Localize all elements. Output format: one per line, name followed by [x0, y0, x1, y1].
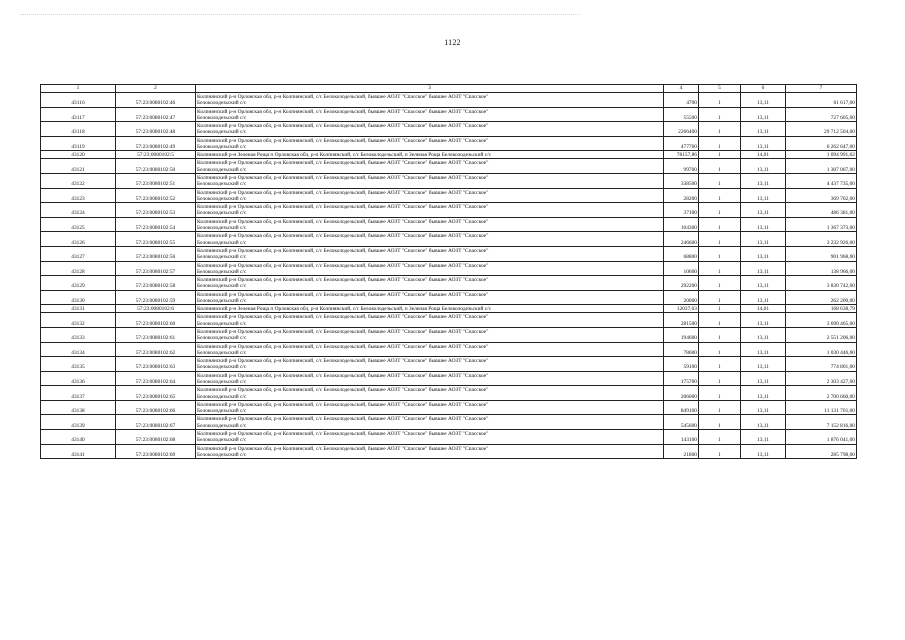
count-value: 1 [699, 430, 741, 445]
address [196, 327, 664, 342]
rate-value: 13,11 [741, 313, 786, 328]
rate-value: 13,11 [741, 290, 786, 305]
area-value: 2266400 [664, 122, 699, 137]
cadastral-number: 57:23:0080102:47 [116, 107, 196, 122]
area-value: 281500 [664, 313, 699, 328]
area-value: 37100 [664, 203, 699, 218]
row-number: 43131 [41, 305, 116, 313]
area-value: 477700 [664, 136, 699, 151]
table-row [41, 313, 857, 328]
area-value: 545600 [664, 415, 699, 430]
address-line-2: Белоколодезьский с/с [197, 283, 247, 290]
address [196, 415, 664, 430]
count-value: 1 [699, 232, 741, 247]
address [196, 136, 664, 151]
cadastral-number: 57:23:0080102:58 [116, 276, 196, 291]
address-line-1: Колпнянский р-н Орловская обл, р-н Колпнянский, с/с Белоколодезьский, бывшее АОЗТ "Спасское" бывшее АОЗТ "Спасское" [197, 314, 489, 321]
area-value: 99700 [664, 159, 699, 174]
area-value: 21800 [664, 444, 699, 459]
count-value: 1 [699, 107, 741, 122]
area-value: 206000 [664, 386, 699, 401]
cadastral-number: 57:23:0080102:63 [116, 357, 196, 372]
address-line-1: Колпнянский р-н Орловская обл, р-н Колпнянский, с/с Белоколодезьский, бывшее АОЗТ "Спасское" бывшее АОЗТ "Спасское" [197, 445, 489, 452]
address-line-2: Белоколодезьский с/с [197, 144, 247, 151]
table-row [41, 327, 857, 342]
address-line-2: Белоколодезьский с/с [197, 166, 247, 173]
address-line-1: Колпнянский р-н Орловская обл, р-н Колпнянский, с/с Белоколодезьский, бывшее АОЗТ "Спасское" бывшее АОЗТ "Спасское" [197, 358, 489, 365]
cadastral-number: 57:23:0080102:56 [116, 246, 196, 261]
column-number-row [41, 85, 857, 93]
table-row [41, 444, 857, 459]
register-table [40, 84, 857, 459]
cadastral-value: 3 690 465,00 [786, 313, 857, 328]
cadastral-number: 57:23:0080102:69 [116, 444, 196, 459]
area-value: 175700 [664, 371, 699, 386]
cadastral-number: 57:23:0080102:51 [116, 173, 196, 188]
area-value: 12037,03 [664, 305, 699, 313]
rate-value: 13,11 [741, 400, 786, 415]
address-line-1: Колпнянский р-н Орловская обл, р-н Колпнянский, с/с Белоколодезьский, бывшее АОЗТ "Спасское" бывшее АОЗТ "Спасское" [197, 262, 489, 269]
count-value: 1 [699, 357, 741, 372]
row-number: 43121 [41, 159, 116, 174]
table-row [41, 93, 857, 108]
cadastral-value: 138 966,00 [786, 261, 857, 276]
area-value: 59100 [664, 357, 699, 372]
rate-value: 14,01 [741, 305, 786, 313]
rate-value: 13,11 [741, 122, 786, 137]
address-line-2: Белоколодезьский с/с [197, 335, 247, 342]
table-row [41, 305, 857, 313]
rate-value: 13,11 [741, 217, 786, 232]
table-row [41, 290, 857, 305]
register-body [41, 93, 857, 459]
area-value: 68800 [664, 246, 699, 261]
address [196, 313, 664, 328]
address-line-2: Белоколодезьский с/с [197, 129, 247, 136]
cadastral-value: 11 131 701,00 [786, 400, 857, 415]
rate-value: 13,11 [741, 159, 786, 174]
address-line-2: Белоколодезьский с/с [197, 268, 247, 275]
address-line-1: Колпнянский р-н Орловская обл, р-н Колпнянский, с/с Белоколодезьский, бывшее АОЗТ "Спасское" бывшее АОЗТ "Спасское" [197, 431, 489, 438]
address-line-1: Колпнянский р-н Орловская обл, р-н Колпнянский, с/с Белоколодезьский, бывшее АОЗТ "Спасское" бывшее АОЗТ "Спасское" [197, 387, 489, 394]
count-value: 1 [699, 203, 741, 218]
area-value: 20000 [664, 290, 699, 305]
cadastral-number: 57:23:0080102:55 [116, 232, 196, 247]
row-number: 43123 [41, 188, 116, 203]
address-line-2: Белоколодезьский с/с [197, 364, 247, 371]
column-header-5: 5 [699, 85, 741, 93]
address [196, 232, 664, 247]
address-line-2: Белоколодезьский с/с [197, 181, 247, 188]
table-row [41, 371, 857, 386]
rate-value: 14,01 [741, 151, 786, 159]
cadastral-number: 57:23:0080102:65 [116, 386, 196, 401]
table-row [41, 232, 857, 247]
row-number: 43120 [41, 151, 116, 159]
row-number: 43137 [41, 386, 116, 401]
rate-value: 13,11 [741, 386, 786, 401]
cadastral-value: 1 094 991,62 [786, 151, 857, 159]
rate-value: 13,11 [741, 430, 786, 445]
row-number: 43132 [41, 313, 116, 328]
cadastral-number: 57:23:0080102:53 [116, 203, 196, 218]
table-row [41, 386, 857, 401]
rate-value: 13,11 [741, 371, 786, 386]
address-line-1: Колпнянский р-н Орловская обл, р-н Колпнянский, с/с Белоколодезьский, бывшее АОЗТ "Спасское" бывшее АОЗТ "Спасское" [197, 108, 489, 115]
table-row [41, 107, 857, 122]
cadastral-value: 1 367 373,00 [786, 217, 857, 232]
column-header-4: 4 [664, 85, 699, 93]
rate-value: 13,11 [741, 93, 786, 108]
count-value: 1 [699, 444, 741, 459]
cadastral-number: 57:23:0080102:59 [116, 290, 196, 305]
area-value: 28200 [664, 188, 699, 203]
cadastral-value: 901 968,00 [786, 246, 857, 261]
table-row [41, 151, 857, 159]
cadastral-value: 6 262 647,00 [786, 136, 857, 151]
cadastral-value: 285 798,00 [786, 444, 857, 459]
address [196, 342, 664, 357]
cadastral-number: 57:23:0080102:57 [116, 261, 196, 276]
address-line-1: Колпнянский р-н Зеленая Роща п Орловская обл, р-н Колпнянский, с/с Белоколодезьский, п Зеленая Роща Белоколодезьский с/с [197, 306, 492, 313]
address [196, 188, 664, 203]
count-value: 1 [699, 159, 741, 174]
count-value: 1 [699, 415, 741, 430]
rate-value: 13,11 [741, 276, 786, 291]
count-value: 1 [699, 122, 741, 137]
address-line-1: Колпнянский р-н Орловская обл, р-н Колпнянский, с/с Белоколодезьский, бывшее АОЗТ "Спасское" бывшее АОЗТ "Спасское" [197, 328, 489, 335]
cadastral-value: 7 152 816,00 [786, 415, 857, 430]
cadastral-value: 4 437 735,00 [786, 173, 857, 188]
row-number: 43140 [41, 430, 116, 445]
row-number: 43126 [41, 232, 116, 247]
address-line-2: Белоколодезьский с/с [197, 408, 247, 415]
rate-value: 13,11 [741, 188, 786, 203]
column-header-6: 6 [741, 85, 786, 93]
row-number: 43122 [41, 173, 116, 188]
cadastral-value: 1 030 446,00 [786, 342, 857, 357]
row-number: 43127 [41, 246, 116, 261]
address [196, 305, 664, 313]
cadastral-number: 57:23:0080102:5 [116, 151, 196, 159]
address-line-2: Белоколодезьский с/с [197, 239, 247, 246]
rate-value: 13,11 [741, 327, 786, 342]
row-number: 43135 [41, 357, 116, 372]
address-line-2: Белоколодезьский с/с [197, 195, 247, 202]
address [196, 173, 664, 188]
rate-value: 13,11 [741, 415, 786, 430]
address-line-2: Белоколодезьский с/с [197, 100, 247, 107]
row-number: 43130 [41, 290, 116, 305]
address-line-1: Колпнянский р-н Орловская обл, р-н Колпнянский, с/с Белоколодезьский, бывшее АОЗТ "Спасское" бывшее АОЗТ "Спасское" [197, 123, 489, 130]
column-header-2: 2 [116, 85, 196, 93]
table-row [41, 188, 857, 203]
area-value: 78157,86 [664, 151, 699, 159]
row-number: 43128 [41, 261, 116, 276]
cadastral-number: 57:23:0080102:68 [116, 430, 196, 445]
cadastral-value: 2 303 427,00 [786, 371, 857, 386]
table-row [41, 246, 857, 261]
address-line-2: Белоколодезьский с/с [197, 393, 247, 400]
count-value: 1 [699, 136, 741, 151]
area-value: 4700 [664, 93, 699, 108]
rate-value: 13,11 [741, 246, 786, 261]
cadastral-value: 774 801,00 [786, 357, 857, 372]
cadastral-number: 57:23:0080102:6 [116, 305, 196, 313]
cadastral-number: 57:23:0080102:66 [116, 400, 196, 415]
table-row [41, 342, 857, 357]
cadastral-value: 1 876 041,00 [786, 430, 857, 445]
address-line-2: Белоколодезьский с/с [197, 349, 247, 356]
table-row [41, 173, 857, 188]
row-number: 43118 [41, 122, 116, 137]
address-line-1: Колпнянский р-н Орловская обл, р-н Колпнянский, с/с Белоколодезьский, бывшее АОЗТ "Спасское" бывшее АОЗТ "Спасское" [197, 277, 489, 284]
row-number: 43116 [41, 93, 116, 108]
cadastral-value: 3 232 926,00 [786, 232, 857, 247]
row-number: 43133 [41, 327, 116, 342]
address-line-1: Колпнянский р-н Орловская обл, р-н Колпнянский, с/с Белоколодезьский, бывшее АОЗТ "Спасское" бывшее АОЗТ "Спасское" [197, 401, 489, 408]
address-line-1: Колпнянский р-н Орловская обл, р-н Колпнянский, с/с Белоколодезьский, бывшее АОЗТ "Спасское" бывшее АОЗТ "Спасское" [197, 160, 489, 167]
table-row [41, 203, 857, 218]
address-line-1: Колпнянский р-н Орловская обл, р-н Колпнянский, с/с Белоколодезьский, бывшее АОЗТ "Спасское" бывшее АОЗТ "Спасское" [197, 189, 489, 196]
address [196, 261, 664, 276]
address [196, 203, 664, 218]
address-line-2: Белоколодезьский с/с [197, 114, 247, 121]
cadastral-number: 57:23:0080102:67 [116, 415, 196, 430]
area-value: 10600 [664, 261, 699, 276]
cadastral-value: 2 700 660,00 [786, 386, 857, 401]
cadastral-number: 57:23:0080102:61 [116, 327, 196, 342]
cadastral-value: 369 702,00 [786, 188, 857, 203]
table-row [41, 276, 857, 291]
address-line-1: Колпнянский р-н Орловская обл, р-н Колпнянский, с/с Белоколодезьский, бывшее АОЗТ "Спасское" бывшее АОЗТ "Спасское" [197, 343, 489, 350]
address [196, 276, 664, 291]
column-header-7: 7 [786, 85, 857, 93]
count-value: 1 [699, 188, 741, 203]
count-value: 1 [699, 386, 741, 401]
address-line-2: Белоколодезьский с/с [197, 437, 247, 444]
address-line-1: Колпнянский р-н Орловская обл, р-н Колпнянский, с/с Белоколодезьский, бывшее АОЗТ "Спасское" бывшее АОЗТ "Спасское" [197, 137, 489, 144]
count-value: 1 [699, 173, 741, 188]
address [196, 246, 664, 261]
cadastral-number: 57:23:0080102:49 [116, 136, 196, 151]
area-value: 849100 [664, 400, 699, 415]
area-value: 104300 [664, 217, 699, 232]
area-value: 194600 [664, 327, 699, 342]
address-line-1: Колпнянский р-н Орловская обл, р-н Колпнянский, с/с Белоколодезьский, бывшее АОЗТ "Спасское" бывшее АОЗТ "Спасское" [197, 291, 489, 298]
cadastral-number: 57:23:0080102:52 [116, 188, 196, 203]
count-value: 1 [699, 371, 741, 386]
cadastral-number: 57:23:0080102:48 [116, 122, 196, 137]
area-value: 338500 [664, 173, 699, 188]
row-number: 43129 [41, 276, 116, 291]
address-line-1: Колпнянский р-н Орловская обл, р-н Колпнянский, с/с Белоколодезьский, бывшее АОЗТ "Спасское" бывшее АОЗТ "Спасское" [197, 94, 489, 100]
cadastral-value: 2 551 206,00 [786, 327, 857, 342]
address-line-1: Колпнянский р-н Орловская обл, р-н Колпнянский, с/с Белоколодезьский, бывшее АОЗТ "Спасское" бывшее АОЗТ "Спасское" [197, 233, 489, 240]
scan-artifact-line [20, 14, 580, 17]
address-line-1: Колпнянский р-н Зеленая Роща п Орловская обл, р-н Колпнянский, с/с Белоколодезьский, п Зеленая Роща Белоколодезьский с/с [197, 152, 492, 159]
address [196, 371, 664, 386]
cadastral-value: 486 381,00 [786, 203, 857, 218]
column-header-1: 1 [41, 85, 116, 93]
address-line-2: Белоколодезьский с/с [197, 254, 247, 261]
address [196, 430, 664, 445]
address [196, 444, 664, 459]
table-row [41, 122, 857, 137]
cadastral-value: 61 617,00 [786, 93, 857, 108]
address [196, 159, 664, 174]
address [196, 386, 664, 401]
area-value: 78600 [664, 342, 699, 357]
address-line-2: Белоколодезьский с/с [197, 451, 247, 458]
rate-value: 13,11 [741, 136, 786, 151]
count-value: 1 [699, 313, 741, 328]
cadastral-value: 1 307 067,00 [786, 159, 857, 174]
rate-value: 13,11 [741, 444, 786, 459]
address [196, 93, 664, 108]
address [196, 107, 664, 122]
cadastral-value: 262 200,00 [786, 290, 857, 305]
count-value: 1 [699, 305, 741, 313]
address-line-1: Колпнянский р-н Орловская обл, р-н Колпнянский, с/с Белоколодезьский, бывшее АОЗТ "Спасское" бывшее АОЗТ "Спасское" [197, 204, 489, 211]
column-header-3: 3 [196, 85, 664, 93]
area-value: 246600 [664, 232, 699, 247]
address [196, 290, 664, 305]
count-value: 1 [699, 261, 741, 276]
address [196, 151, 664, 159]
cadastral-number: 57:23:0080102:62 [116, 342, 196, 357]
address-line-2: Белоколодезьский с/с [197, 210, 247, 217]
address-line-2: Белоколодезьский с/с [197, 422, 247, 429]
address [196, 122, 664, 137]
address-line-2: Белоколодезьский с/с [197, 225, 247, 232]
address-line-1: Колпнянский р-н Орловская обл, р-н Колпнянский, с/с Белоколодезьский, бывшее АОЗТ "Спасское" бывшее АОЗТ "Спасское" [197, 247, 489, 254]
row-number: 43134 [41, 342, 116, 357]
address [196, 357, 664, 372]
count-value: 1 [699, 151, 741, 159]
address-line-2: Белоколодезьский с/с [197, 298, 247, 305]
count-value: 1 [699, 93, 741, 108]
table-row [41, 400, 857, 415]
cadastral-number: 57:23:0080102:46 [116, 93, 196, 108]
address-line-2: Белоколодезьский с/с [197, 320, 247, 327]
row-number: 43125 [41, 217, 116, 232]
rate-value: 13,11 [741, 107, 786, 122]
cadastral-number: 57:23:0080102:64 [116, 371, 196, 386]
row-number: 43141 [41, 444, 116, 459]
count-value: 1 [699, 342, 741, 357]
count-value: 1 [699, 246, 741, 261]
table-row [41, 217, 857, 232]
cadastral-number: 57:23:0080102:50 [116, 159, 196, 174]
table-row [41, 159, 857, 174]
rate-value: 13,11 [741, 232, 786, 247]
area-value: 292200 [664, 276, 699, 291]
table-row [41, 136, 857, 151]
rate-value: 13,11 [741, 342, 786, 357]
count-value: 1 [699, 290, 741, 305]
cadastral-value: 168 638,79 [786, 305, 857, 313]
table-row [41, 415, 857, 430]
table-row [41, 357, 857, 372]
row-number: 43119 [41, 136, 116, 151]
row-number: 43139 [41, 415, 116, 430]
count-value: 1 [699, 400, 741, 415]
rate-value: 13,11 [741, 261, 786, 276]
rate-value: 13,11 [741, 203, 786, 218]
rate-value: 13,11 [741, 357, 786, 372]
row-number: 43124 [41, 203, 116, 218]
count-value: 1 [699, 276, 741, 291]
area-value: 55500 [664, 107, 699, 122]
address-line-1: Колпнянский р-н Орловская обл, р-н Колпнянский, с/с Белоколодезьский, бывшее АОЗТ "Спасское" бывшее АОЗТ "Спасское" [197, 218, 489, 225]
count-value: 1 [699, 217, 741, 232]
cadastral-number: 57:23:0080102:54 [116, 217, 196, 232]
row-number: 43136 [41, 371, 116, 386]
area-value: 143100 [664, 430, 699, 445]
rate-value: 13,11 [741, 173, 786, 188]
count-value: 1 [699, 327, 741, 342]
row-number: 43138 [41, 400, 116, 415]
address-line-1: Колпнянский р-н Орловская обл, р-н Колпнянский, с/с Белоколодезьский, бывшее АОЗТ "Спасское" бывшее АОЗТ "Спасское" [197, 174, 489, 181]
address [196, 400, 664, 415]
table-row [41, 261, 857, 276]
cadastral-value: 727 605,00 [786, 107, 857, 122]
table-row [41, 430, 857, 445]
address-line-1: Колпнянский р-н Орловская обл, р-н Колпнянский, с/с Белоколодезьский, бывшее АОЗТ "Спасское" бывшее АОЗТ "Спасское" [197, 416, 489, 423]
address [196, 217, 664, 232]
page-number: 1122 [444, 38, 461, 47]
cadastral-number: 57:23:0080102:60 [116, 313, 196, 328]
cadastral-value: 3 830 742,00 [786, 276, 857, 291]
address-line-1: Колпнянский р-н Орловская обл, р-н Колпнянский, с/с Белоколодезьский, бывшее АОЗТ "Спасское" бывшее АОЗТ "Спасское" [197, 372, 489, 379]
address-line-2: Белоколодезьский с/с [197, 378, 247, 385]
cadastral-value: 29 712 504,00 [786, 122, 857, 137]
row-number: 43117 [41, 107, 116, 122]
